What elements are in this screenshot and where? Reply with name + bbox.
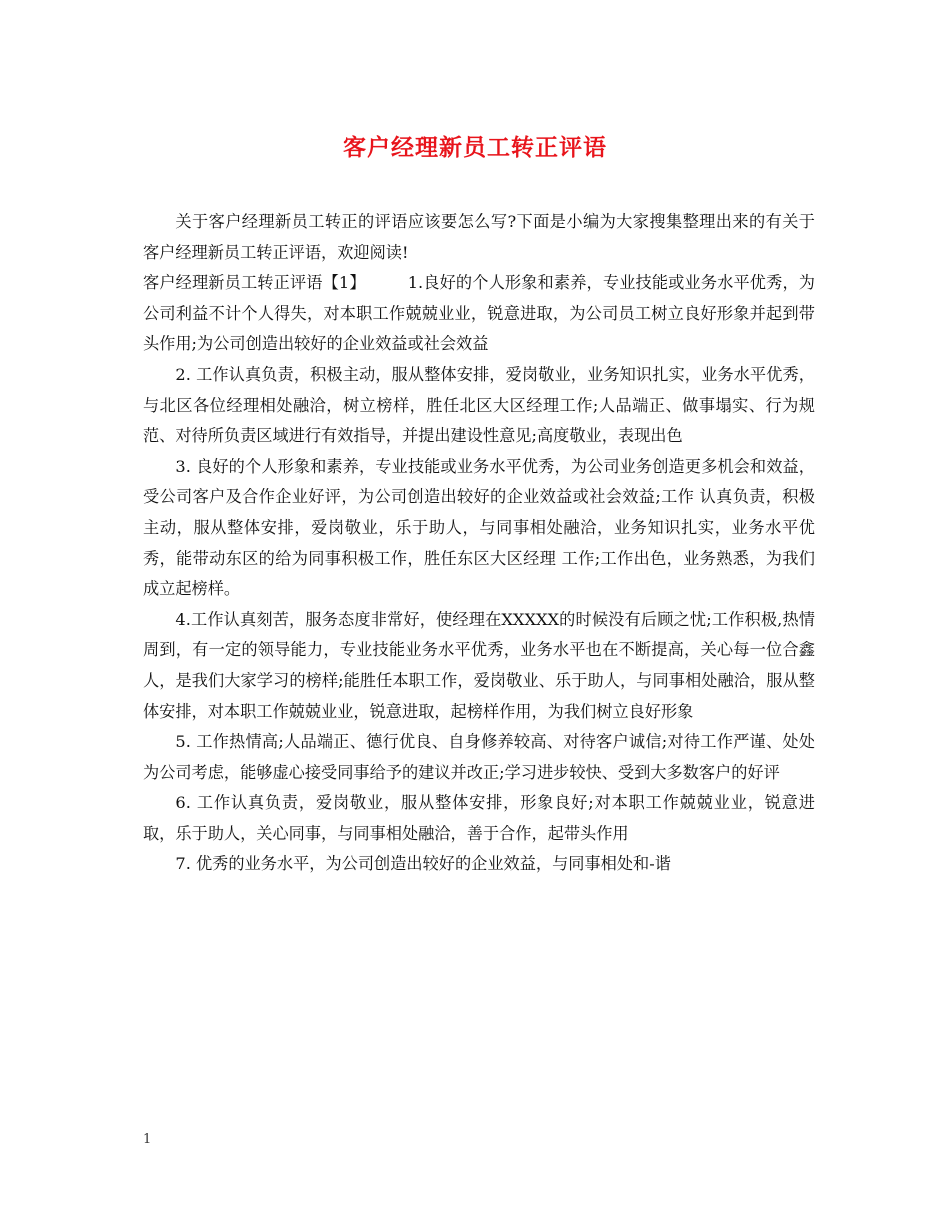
section-paragraph [143, 268, 815, 360]
item-2-paragraph: 2. 工作认真负责，积极主动，服从整体安排，爱岗敬业，业务知识扎实，业务水平优秀，与北区各位经理相处融洽，树立榜样，胜任北区大区经理工作;人品端正、做事塌实、行为规范、对待所负责区域进行有效指导，并提出建设性意见;高度敬业，表现出色 [143, 364, 815, 446]
intro-paragraph: 关于客户经理新员工转正的评语应该要怎么写?下面是小编为大家搜集整理出来的有关于客户经理新员工转正评语，欢迎阅读! [143, 212, 815, 262]
section-heading: 客户经理新员工转正评语【1】 [143, 273, 366, 293]
document-body [143, 207, 815, 880]
page-title: 客户经理新员工转正评语 [343, 135, 607, 161]
item-4-paragraph: 4.工作认真刻苦，服务态度非常好，使经理在XXXXX的时候没有后顾之忧;工作积极,热情周到，有一定的领导能力，专业技能业务水平优秀，业务水平也在不断提高，关心每一位合鑫人，是我们大家学习的榜样;能胜任本职工作，爱岗敬业、乐于助人，与同事相处融洽，服从整体安排，对本职工作兢兢业业，锐意进取，起榜样作用，为我们树立良好形象 [143, 609, 815, 721]
page-number: 1 [143, 1132, 152, 1147]
item-3-paragraph: 3. 良好的个人形象和素养，专业技能或业务水平优秀，为公司业务创造更多机会和效益，受公司客户及合作企业好评，为公司创造出较好的企业效益或社会效益;工作 认真负责，积极主动，服从整体安排，爱岗敬业，乐于助人，与同事相处融洽，业务知识扎实，业务水平优秀，能带动东区的给为同事积极工作，胜任东区大区经理 工作;工作出色，业务熟悉，为我们成立起榜样。 [143, 456, 815, 599]
item-1-text: 1.良好的个人形象和素养，专业技能或业务水平优秀，为公司利益不计个人得失，对本职工作兢兢业业，锐意进取，为公司员工树立良好形象并起到带头作用;为公司创造出较好的企业效益或社会效益 [143, 273, 815, 354]
item-7-paragraph: 7. 优秀的业务水平，为公司创造出较好的企业效益，与同事相处和-谐 [175, 854, 671, 874]
item-5-paragraph: 5. 工作热情高;人品端正、德行优良、自身修养较高、对待客户诚信;对待工作严谨、处处为公司考虑，能够虚心接受同事给予的建议并改正;学习进步较快、受到大多数客户的好评 [143, 732, 815, 782]
item-6-paragraph: 6. 工作认真负责，爱岗敬业，服从整体安排，形象良好;对本职工作兢兢业业，锐意进取，乐于助人，关心同事，与同事相处融洽，善于合作，起带头作用 [143, 793, 815, 843]
